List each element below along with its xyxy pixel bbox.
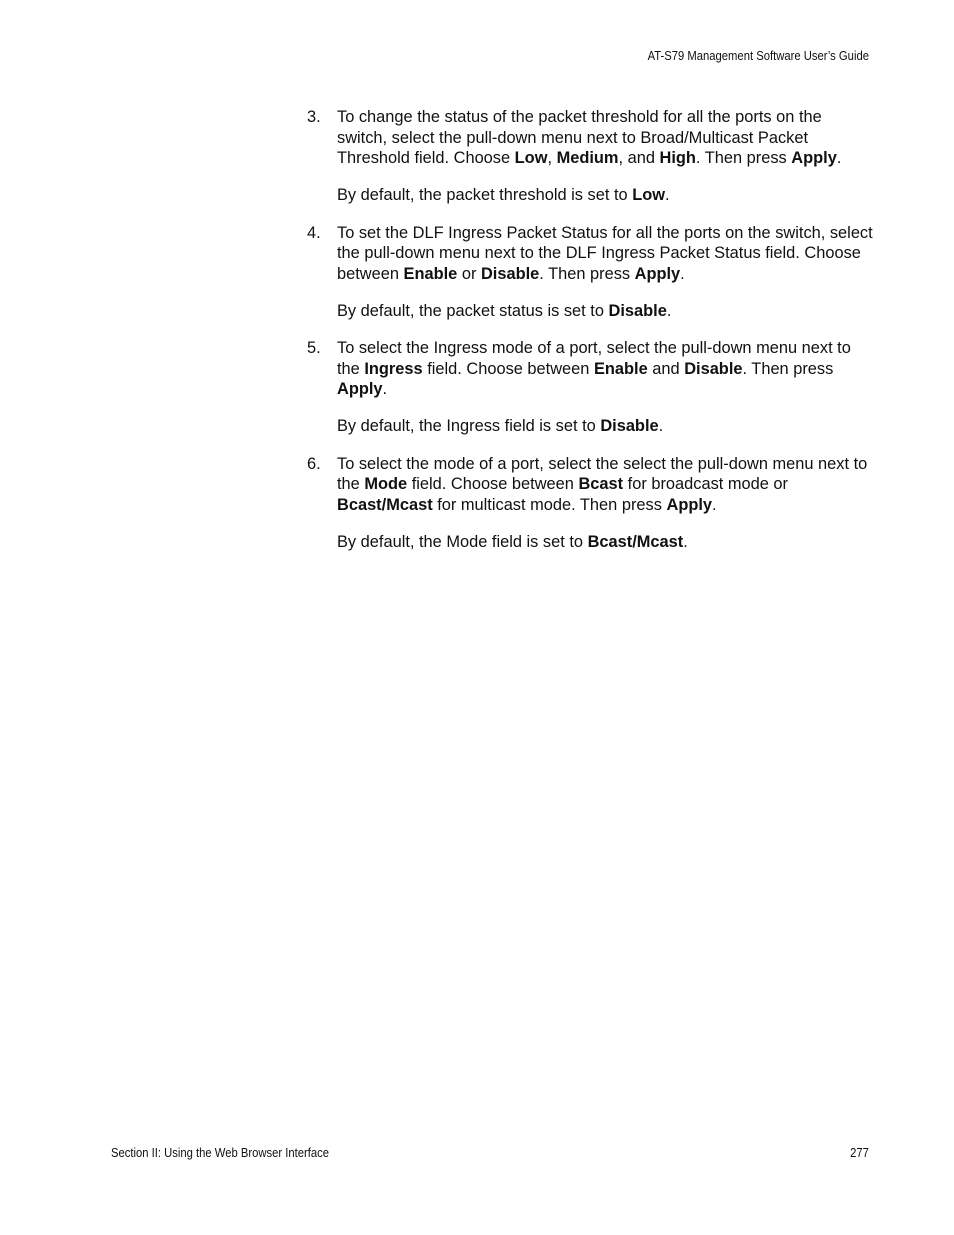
step-instruction: To change the status of the packet threshold for all the ports on the switch, select the pull-down menu next to Broad/Multicast Packet Threshold field. Choose Low, Medium, and High. Then press Apply. xyxy=(337,108,842,167)
default-note: By default, the packet threshold is set to Low. xyxy=(337,186,670,204)
document-body xyxy=(307,107,873,552)
step-number: 5. xyxy=(307,339,321,357)
default-note: By default, the packet status is set to Disable. xyxy=(337,301,672,320)
step-instruction: To select the Ingress mode of a port, select the pull-down menu next to the Ingress field. Choose between Enable and Disable. Then press Apply. xyxy=(337,339,851,398)
running-header: AT-S79 Management Software User’s Guide xyxy=(647,49,869,63)
step-3 xyxy=(307,107,873,206)
step-4 xyxy=(307,223,873,322)
step-instruction: To select the mode of a port, select the select the pull-down menu next to the Mode field. Choose between Bcast for broadcast mode or Bcast/Mcast for multicast mode. Then press Apply. xyxy=(337,454,868,514)
step-instruction: To set the DLF Ingress Packet Status for all the ports on the switch, select the pull-down menu next to the DLF Ingress Packet Status field. Choose between Enable or Disable. Then press Apply. xyxy=(337,223,873,283)
page-number: 277 xyxy=(850,1146,869,1160)
step-number: 4. xyxy=(307,223,321,242)
step-number: 6. xyxy=(307,454,321,473)
step-number: 3. xyxy=(307,108,321,126)
default-note: By default, the Mode field is set to Bcast/Mcast. xyxy=(337,532,688,551)
step-5 xyxy=(307,338,873,437)
step-6 xyxy=(307,454,873,553)
footer-section-title: Section II: Using the Web Browser Interface xyxy=(111,1146,330,1160)
default-note: By default, the Ingress field is set to Disable. xyxy=(337,417,664,435)
